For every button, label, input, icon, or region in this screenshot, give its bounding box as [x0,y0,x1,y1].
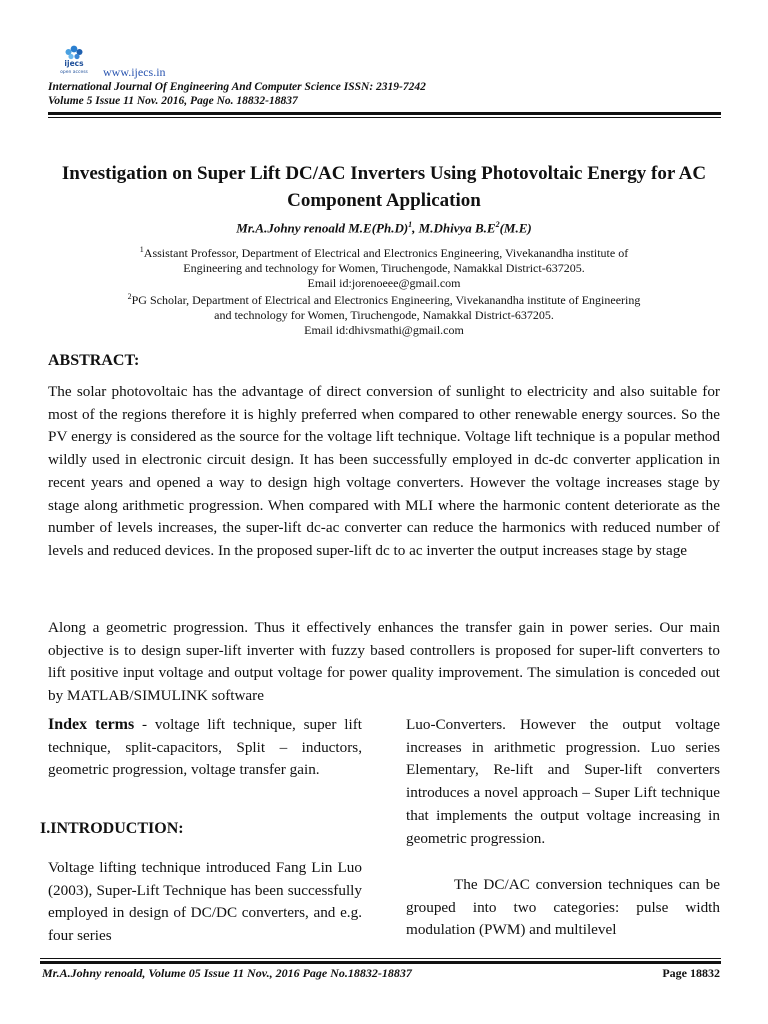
affiliation-2-sup: 2 [127,292,132,301]
journal-website-link[interactable]: www.ijecs.in [103,65,166,79]
author-2-sup: 2 [495,220,500,229]
abstract-paragraph-1: The solar photovoltaic has the advantage of direct conversion of sunlight to electricity and also suitable for most of the regions therefore it is highly preferred when compared to other renewable energy sources. So the PV energy is considered as the source for the voltage lift technique. Voltage lift technique is a popular method wildly used in electronic circuit design. It has been successfully employed in dc-dc converter application in recent years and opened a way to design high voltage converters. However the voltage increases stage by stage along arithmetic progression. When compared with MLI where the harmonic content deteriorate as the number of levels increases, the super-lift dc-ac converter can reduce the harmonics with reduced number of levels and reduced devices. In the proposed super-lift dc to ac inverter the output increases stage by stage [48,383,720,559]
footer-divider-thin [40,958,721,959]
author-1-name: Mr.A.Johny renoald M.E(Ph.D) [236,220,409,236]
ijecs-logo-icon [50,40,98,76]
index-terms-text: - voltage lift technique, super lift technique, split-capacitors, Split – inductors, geometric progression, voltage transfer gain. [48,716,362,779]
index-terms [48,714,362,782]
introduction-heading: I.INTRODUCTION: [40,820,184,837]
author-2-name: M.Dhivya B.E [418,220,496,236]
affiliation-2 [20,289,748,338]
header-divider [48,112,721,115]
affiliation-2-email: Email id:dhivsmathi@gmail.com [304,323,464,337]
page-number: Page 18832 [662,966,720,980]
introduction-right-paragraph-1: Luo-Converters. However the output voltage increases in arithmetic progression. Luo series Elementary, Re-lift and Super-lift converters introduces a novel approach – Super Lift technique that implements the output voltage increasing in geometric progression. [406,716,720,847]
abstract-heading: ABSTRACT: [48,352,140,369]
footer-citation: Mr.A.Johny renoald, Volume 05 Issue 11 Nov., 2016 Page No.18832-18837 [42,966,412,980]
affiliation-1-line2: Engineering and technology for Women, Tiruchengode, Namakkal District-637205. [183,261,585,275]
index-terms-label: Index terms [48,716,135,733]
journal-volume-pages: Volume 5 Issue 11 Nov. 2016, Page No. 18832-18837 [48,95,298,107]
logo-text: ijecs [64,59,84,68]
author-1-sup: 1 [408,220,413,229]
affiliation-2-line1: PG Scholar, Department of Electrical and Electronics Engineering, Vivekanandha institute of Engineering [131,293,641,307]
abstract-paragraph-2: Along a geometric progression. Thus it effectively enhances the transfer gain in power series. Our main objective is to design super-lift inverter with fuzzy based controllers is proposed for super-lift converters to lift positive input voltage and output voltage for power quality improvement. The simulation is conceded out by MATLAB/SIMULINK software [48,619,720,705]
introduction-left-text: Voltage lifting technique introduced Fang Lin Luo (2003), Super-Lift Technique has been successfully employed in design of DC/DC converters, and e.g. four series [48,859,362,945]
affiliation-1-email: Email id:jorenoeee@gmail.com [307,276,461,290]
author-separator: , [412,220,419,236]
affiliation-1 [20,242,748,291]
affiliation-1-sup: 1 [139,245,144,254]
affiliation-2-line2: and technology for Women, Tiruchengode, Namakkal District-637205. [214,308,554,322]
header-divider-thin [48,117,721,118]
author-line [20,220,748,236]
author-2-suffix: (M.E) [499,220,532,236]
paper-title: Investigation on Super Lift DC/AC Inverters Using Photovoltaic Energy for AC Component Application [61,163,707,211]
footer-divider [40,961,721,964]
introduction-right-paragraph-2: The DC/AC conversion techniques can be grouped into two categories: pulse width modulation (PWM) and multilevel [406,876,720,939]
journal-name-issn: International Journal Of Engineering And Computer Science ISSN: 2319-7242 [48,81,426,93]
affiliation-1-line1: Assistant Professor, Department of Electrical and Electronics Engineering, Vivekanandha institute of [143,246,629,260]
logo-subtext: open access [60,70,88,75]
